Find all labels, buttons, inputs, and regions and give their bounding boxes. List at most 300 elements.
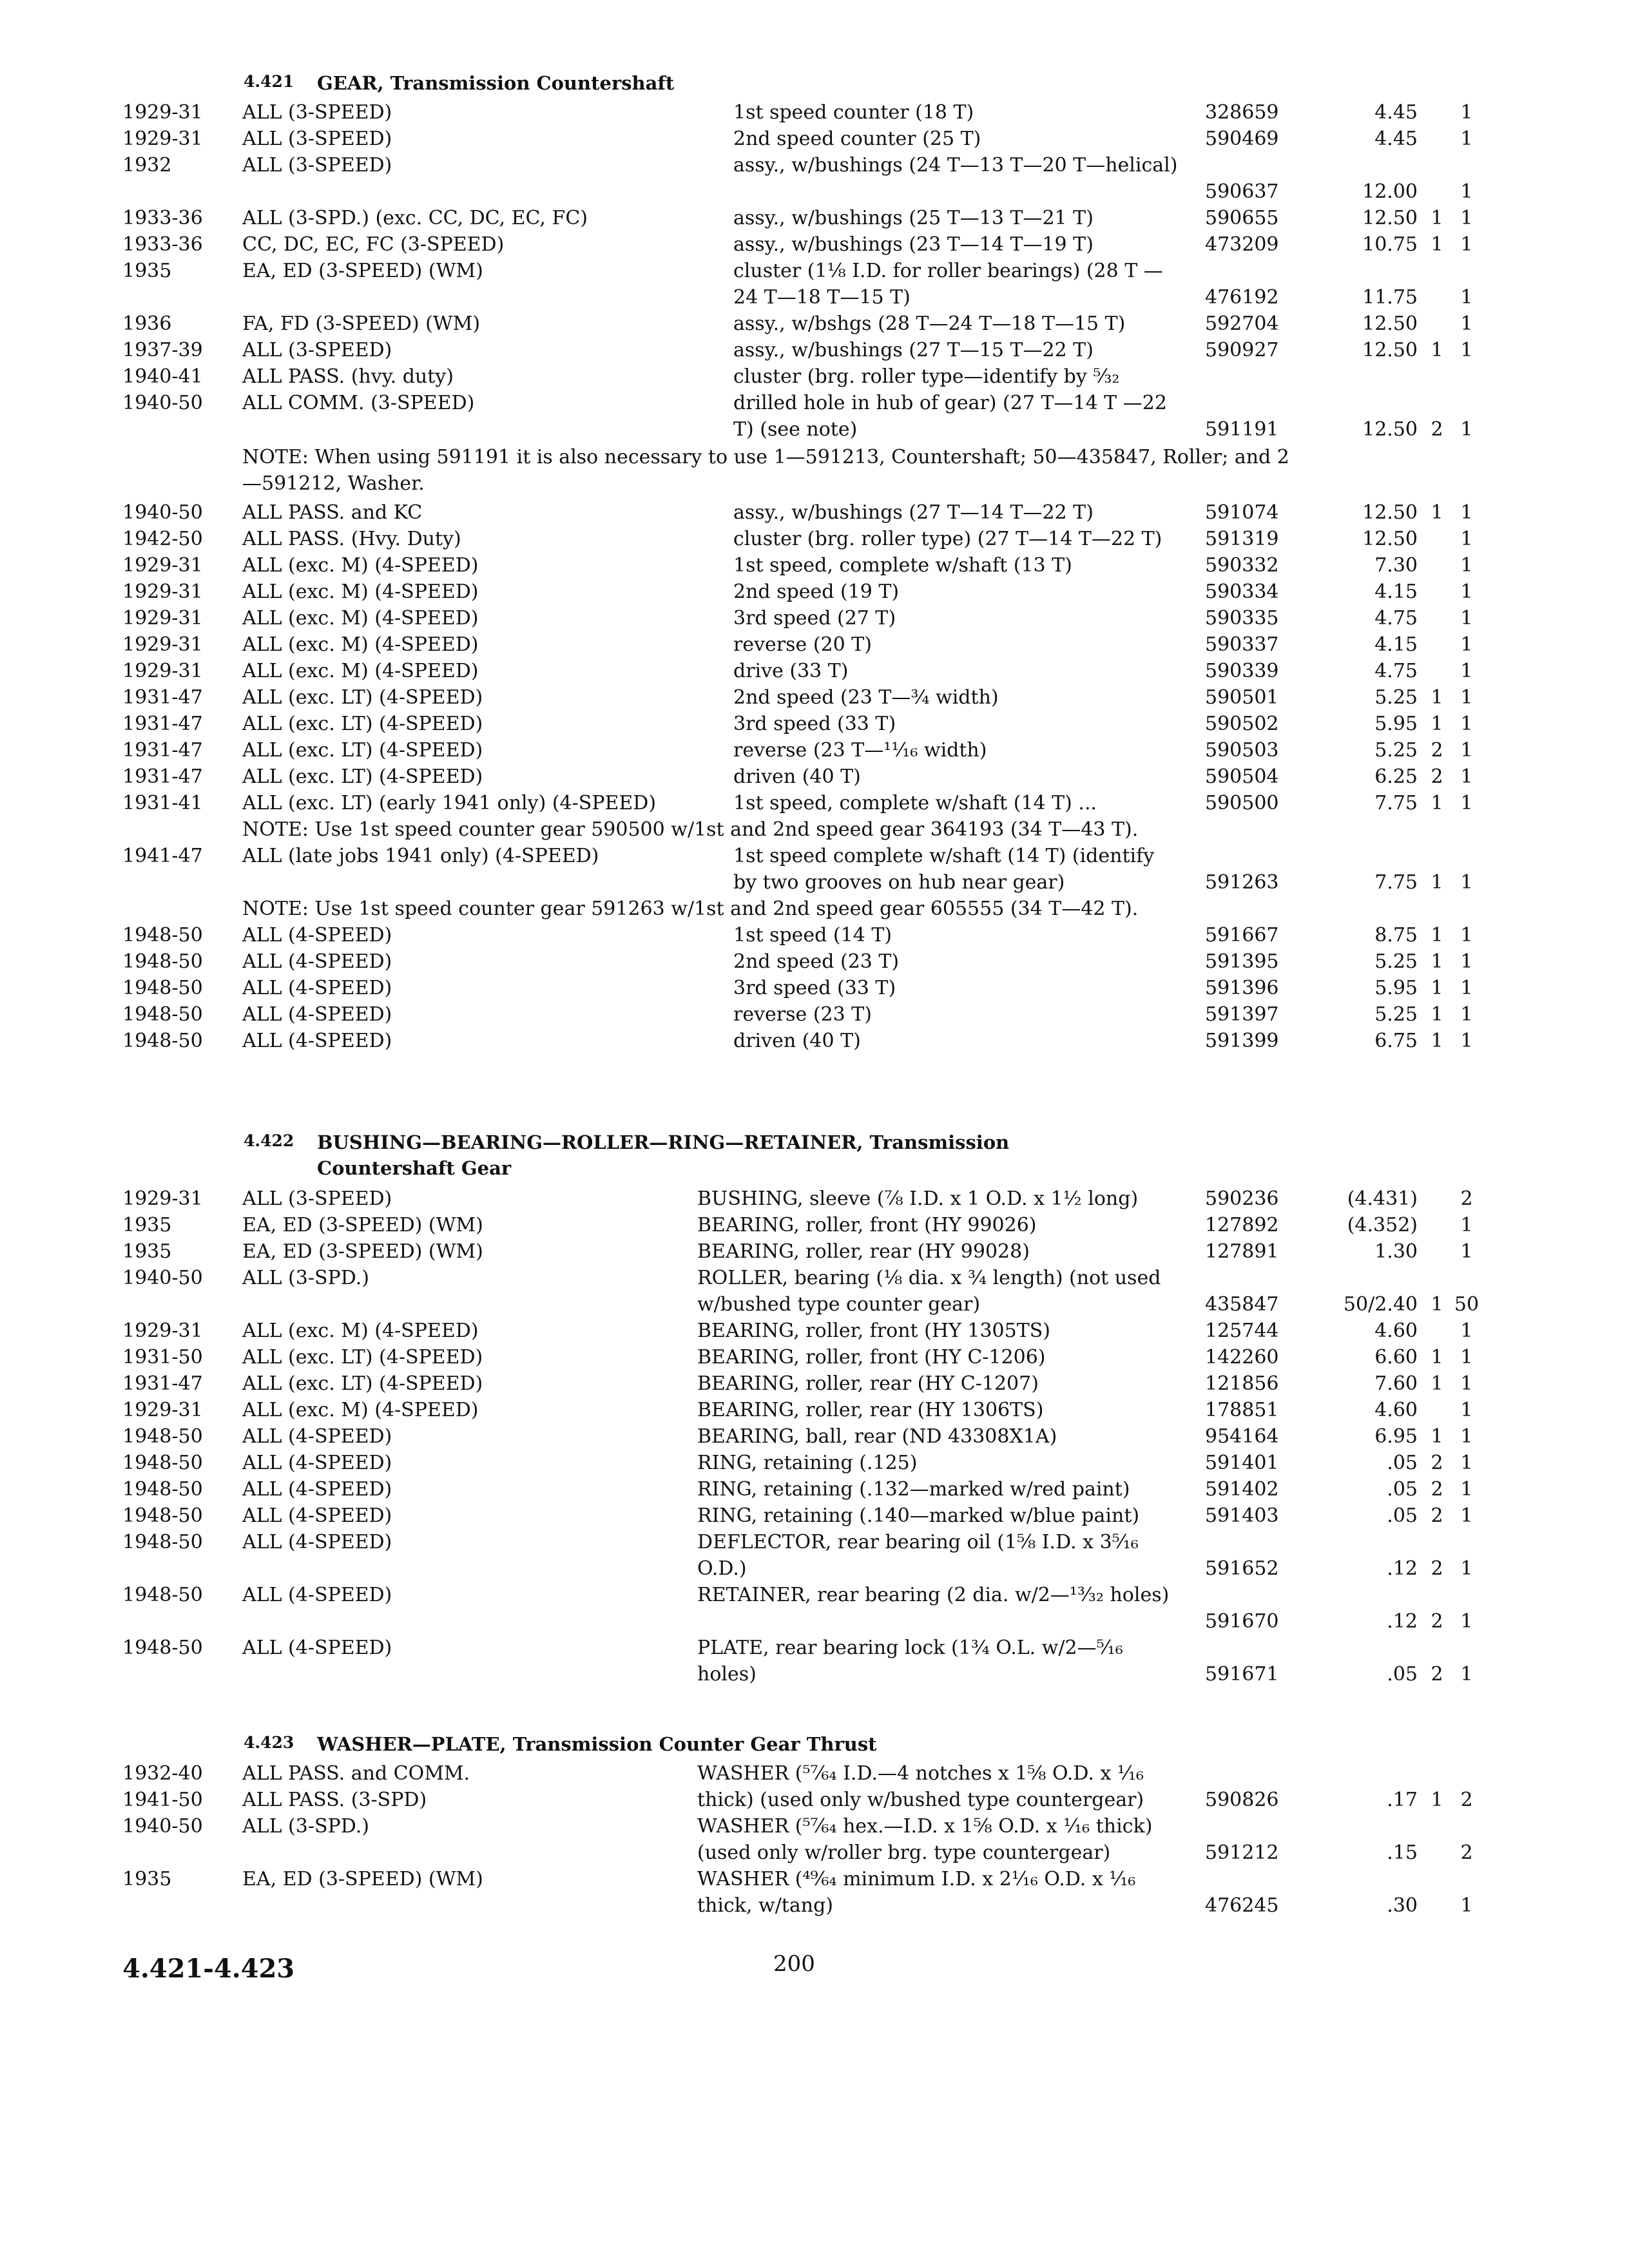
year-cell: 1948-50 <box>122 1003 203 1026</box>
part-number-cell: 591212 <box>1205 1841 1279 1864</box>
price-cell: 5.25 <box>1374 686 1418 709</box>
model-cell: ALL COMM. (3-SPEED) <box>242 392 475 414</box>
year-cell: 1948-50 <box>122 924 203 947</box>
model-cell: ALL (exc. M) (4-SPEED) <box>242 607 479 629</box>
model-cell: EA, ED (3-SPEED) (WM) <box>242 1214 483 1236</box>
model-cell: ALL (exc. LT) (4-SPEED) <box>242 739 483 762</box>
part-number-cell: 178851 <box>1205 1399 1279 1421</box>
price-cell: 7.30 <box>1374 554 1418 577</box>
year-cell: 1948-50 <box>122 1425 203 1448</box>
price-cell: 5.25 <box>1374 950 1418 973</box>
description-cell: 2nd speed (23 T—¾ width) <box>733 686 999 709</box>
table-row <box>122 579 1473 605</box>
part-number-cell: 590500 <box>1205 792 1279 814</box>
price-cell: 4.45 <box>1374 128 1418 150</box>
model-cell: ALL (4-SPEED) <box>242 977 392 999</box>
model-cell: ALL (4-SPEED) <box>242 1425 392 1448</box>
model-cell: ALL PASS. (hvy. duty) <box>242 365 454 388</box>
model-cell: CC, DC, EC, FC (3-SPEED) <box>242 233 505 256</box>
table-row <box>122 1582 1473 1635</box>
quantity-cell: 1 <box>1431 792 1443 814</box>
description-cell: driven (40 T) <box>733 765 861 788</box>
table-row <box>122 1423 1473 1450</box>
model-cell: ALL (exc. M) (4-SPEED) <box>242 1399 479 1421</box>
quantity-per-car-cell: 1 <box>1460 1346 1473 1369</box>
year-cell: 1935 <box>122 260 172 282</box>
part-number-cell: 591396 <box>1205 977 1279 999</box>
description-cell: RING, retaining (.132—marked w/red paint) <box>697 1478 1130 1501</box>
model-cell: ALL (4-SPEED) <box>242 1452 392 1474</box>
model-cell: ALL (exc. LT) (4-SPEED) <box>242 765 483 788</box>
model-cell: ALL PASS. and KC <box>242 501 423 524</box>
part-number-cell: 125744 <box>1205 1320 1279 1342</box>
table-row <box>122 1635 1473 1687</box>
quantity-per-car-cell: 1 <box>1460 233 1473 256</box>
price-cell: 4.60 <box>1374 1320 1418 1342</box>
part-number-cell: 590335 <box>1205 607 1279 629</box>
table-row <box>122 1787 1473 1813</box>
quantity-cell: 2 <box>1431 418 1443 441</box>
quantity-per-car-cell: 1 <box>1460 1478 1473 1501</box>
description-cell: 3rd speed (33 T) <box>733 977 896 999</box>
year-cell: 1929-31 <box>122 128 203 150</box>
note-text: NOTE: Use 1st speed counter gear 591263 w/1st and 2nd speed gear 605555 (34 T—42 T). <box>242 898 1139 920</box>
model-cell: ALL (exc. LT) (4-SPEED) <box>242 686 483 709</box>
quantity-per-car-cell: 1 <box>1460 101 1473 124</box>
price-cell: 4.45 <box>1374 101 1418 124</box>
year-cell: 1929-31 <box>122 607 203 629</box>
description-cell: assy., w/bushings (27 T—14 T—22 T) <box>733 501 1094 524</box>
price-cell: 6.95 <box>1374 1425 1418 1448</box>
quantity-per-car-cell: 1 <box>1460 924 1473 947</box>
description-cell: cluster (brg. roller type) (27 T—14 T—22 T) <box>733 528 1162 550</box>
model-cell: ALL (4-SPEED) <box>242 1030 392 1052</box>
price-cell: .05 <box>1387 1452 1418 1474</box>
part-number-cell: 591191 <box>1205 418 1279 441</box>
price-cell: .15 <box>1387 1841 1418 1864</box>
quantity-per-car-cell: 1 <box>1460 501 1473 524</box>
quantity-per-car-cell: 1 <box>1460 1320 1473 1342</box>
year-cell: 1931-47 <box>122 713 203 735</box>
year-cell: 1929-31 <box>122 1399 203 1421</box>
part-number-cell: 121856 <box>1205 1372 1279 1395</box>
quantity-cell: 2 <box>1431 1452 1443 1474</box>
quantity-per-car-cell: 1 <box>1460 286 1473 309</box>
table-row <box>122 631 1473 658</box>
year-cell: 1948-50 <box>122 1030 203 1052</box>
year-cell: 1935 <box>122 1240 172 1263</box>
price-cell: 4.75 <box>1374 607 1418 629</box>
table-row <box>122 99 1473 126</box>
quantity-per-car-cell: 1 <box>1460 739 1473 762</box>
table-row <box>122 1186 1473 1212</box>
description-cell: RING, retaining (.140—marked w/blue paint) <box>697 1504 1140 1527</box>
description-cell: assy., w/bshgs (28 T—24 T—18 T—15 T) <box>733 312 1126 335</box>
model-cell: ALL (4-SPEED) <box>242 1637 392 1659</box>
price-cell: .17 <box>1387 1789 1418 1811</box>
quantity-cell: 1 <box>1431 1425 1443 1448</box>
description-cell: 2nd speed (19 T) <box>733 581 900 603</box>
note-text: NOTE: When using 591191 it is also necessary to use 1—591213, Countershaft; 50—435847, Roller; and 2—591212, Washer. <box>242 446 1289 495</box>
part-number-cell: 591670 <box>1205 1610 1279 1633</box>
description-cell: 3rd speed (33 T) <box>733 713 896 735</box>
year-cell: 1933-36 <box>122 207 203 229</box>
part-number-cell: 590334 <box>1205 581 1279 603</box>
description-cell: thick) (used only w/bushed type countergear) <box>697 1789 1144 1811</box>
year-cell: 1932-40 <box>122 1762 203 1785</box>
quantity-per-car-cell: 2 <box>1460 1789 1473 1811</box>
price-cell: 12.50 <box>1362 312 1418 335</box>
model-cell: ALL (exc. LT) (4-SPEED) <box>242 1346 483 1369</box>
table-row <box>122 1866 1473 1919</box>
model-cell: ALL (4-SPEED) <box>242 924 392 947</box>
table-row <box>122 1476 1473 1503</box>
quantity-cell: 1 <box>1431 1030 1443 1052</box>
model-cell: ALL PASS. (Hvy. Duty) <box>242 528 461 550</box>
part-number-cell: 591074 <box>1205 501 1279 524</box>
part-number-cell: 127891 <box>1205 1240 1279 1263</box>
quantity-cell: 1 <box>1431 871 1443 894</box>
table-row <box>122 1503 1473 1529</box>
price-cell: 5.95 <box>1374 977 1418 999</box>
part-number-cell: 591395 <box>1205 950 1279 973</box>
note-text: NOTE: Use 1st speed counter gear 590500 w/1st and 2nd speed gear 364193 (34 T—43 T). <box>242 818 1139 841</box>
section-header <box>122 1733 1469 1760</box>
section-4-421 <box>122 72 1473 1054</box>
part-number-cell: 328659 <box>1205 101 1279 124</box>
description-cell: BEARING, roller, front (HY 1305TS) <box>697 1320 1050 1342</box>
year-cell: 1940-50 <box>122 501 203 524</box>
year-cell: 1932 <box>122 154 172 177</box>
table-row <box>122 1265 1480 1318</box>
quantity-per-car-cell: 1 <box>1460 180 1473 203</box>
quantity-cell: 1 <box>1431 713 1443 735</box>
footer-section-range: 4.421-4.423 <box>122 1954 295 1984</box>
quantity-cell: 1 <box>1431 339 1443 361</box>
table-row <box>122 126 1473 152</box>
model-cell: EA, ED (3-SPEED) (WM) <box>242 260 483 282</box>
price-cell: 10.75 <box>1362 233 1418 256</box>
model-cell: ALL (exc. M) (4-SPEED) <box>242 554 479 577</box>
year-cell: 1940-41 <box>122 365 203 388</box>
table-row <box>122 499 1473 526</box>
quantity-per-car-cell: 1 <box>1460 607 1473 629</box>
quantity-cell: 1 <box>1431 1372 1443 1395</box>
year-cell: 1935 <box>122 1868 172 1890</box>
price-cell: .30 <box>1387 1894 1418 1917</box>
price-cell: 12.50 <box>1362 339 1418 361</box>
description-cell: cluster (brg. roller type—identify by ⁵⁄₃₂ <box>733 365 1120 388</box>
year-cell: 1948-50 <box>122 950 203 973</box>
part-number-cell: 591667 <box>1205 924 1279 947</box>
part-number-cell: 590502 <box>1205 713 1279 735</box>
quantity-cell: 1 <box>1431 233 1443 256</box>
section-4-422 <box>122 1131 1480 1687</box>
model-cell: ALL (4-SPEED) <box>242 1584 392 1606</box>
table-row <box>122 1028 1473 1054</box>
quantity-per-car-cell: 1 <box>1460 128 1473 150</box>
description-cell: reverse (20 T) <box>733 633 872 656</box>
quantity-cell: 2 <box>1431 1504 1443 1527</box>
price-cell: 1.30 <box>1374 1240 1418 1263</box>
price-cell: 5.95 <box>1374 713 1418 735</box>
quantity-cell: 1 <box>1431 977 1443 999</box>
table-row <box>122 1760 1469 1787</box>
quantity-per-car-cell: 1 <box>1460 660 1473 682</box>
price-cell: 8.75 <box>1374 924 1418 947</box>
description-cell: BEARING, ball, rear (ND 43308X1A) <box>697 1425 1057 1448</box>
section-title: GEAR, Transmission Countershaft <box>317 72 675 94</box>
quantity-per-car-cell: 1 <box>1460 765 1473 788</box>
model-cell: ALL (exc. M) (4-SPEED) <box>242 660 479 682</box>
quantity-per-car-cell: 1 <box>1460 1894 1473 1917</box>
description-cell: BEARING, roller, front (HY C-1206) <box>697 1346 1046 1369</box>
description-cell: ROLLER, bearing (⅛ dia. x ¾ length) (not used w/bushed type counter gear) <box>697 1267 1161 1316</box>
part-number-cell: 590332 <box>1205 554 1279 577</box>
table-row <box>122 1813 1473 1866</box>
description-cell: RING, retaining (.125) <box>697 1452 918 1474</box>
section-number: 4.421 <box>244 72 294 91</box>
part-number-cell: 476245 <box>1205 1894 1279 1917</box>
price-cell: 12.00 <box>1362 180 1418 203</box>
part-number-cell: 590503 <box>1205 739 1279 762</box>
year-cell: 1948-50 <box>122 1584 203 1606</box>
description-cell: BEARING, roller, rear (HY 99028) <box>697 1240 1030 1263</box>
section-number: 4.422 <box>244 1131 294 1150</box>
description-cell: BUSHING, sleeve (⅞ I.D. x 1 O.D. x 1½ long) <box>697 1187 1139 1210</box>
table-row <box>122 526 1473 552</box>
price-cell: 7.75 <box>1374 871 1418 894</box>
year-cell: 1929-31 <box>122 581 203 603</box>
part-number-cell: 435847 <box>1205 1293 1279 1316</box>
price-cell: 4.60 <box>1374 1399 1418 1421</box>
model-cell: ALL (exc. M) (4-SPEED) <box>242 581 479 603</box>
part-number-cell: 591652 <box>1205 1557 1279 1580</box>
part-number-cell: 476192 <box>1205 286 1279 309</box>
page-number: 200 <box>773 1951 815 1977</box>
price-cell: 7.60 <box>1374 1372 1418 1395</box>
quantity-per-car-cell: 1 <box>1460 554 1473 577</box>
quantity-per-car-cell: 1 <box>1460 207 1473 229</box>
model-cell: EA, ED (3-SPEED) (WM) <box>242 1240 483 1263</box>
table-row <box>122 790 1473 816</box>
part-number-cell: 591403 <box>1205 1504 1279 1527</box>
price-cell: 12.50 <box>1362 501 1418 524</box>
model-cell: ALL (3-SPEED) <box>242 101 392 124</box>
section-4-423 <box>122 1733 1473 1919</box>
table-row <box>122 843 1473 896</box>
quantity-cell: 2 <box>1431 739 1443 762</box>
section-title: BUSHING—BEARING—ROLLER—RING—RETAINER, Transmission <box>317 1131 1010 1153</box>
model-cell: ALL (4-SPEED) <box>242 1478 392 1501</box>
quantity-per-car-cell: 1 <box>1460 633 1473 656</box>
description-cell: RETAINER, rear bearing (2 dia. w/2—¹³⁄₃₂ holes) <box>697 1584 1170 1606</box>
quantity-per-car-cell: 1 <box>1460 1240 1473 1263</box>
description-cell: 3rd speed (27 T) <box>733 607 896 629</box>
year-cell: 1948-50 <box>122 977 203 999</box>
quantity-cell: 2 <box>1431 1478 1443 1501</box>
table-row <box>122 152 1473 205</box>
year-cell: 1941-50 <box>122 1789 203 1811</box>
year-cell: 1948-50 <box>122 1478 203 1501</box>
model-cell: FA, FD (3-SPEED) (WM) <box>242 312 481 335</box>
quantity-per-car-cell: 1 <box>1460 1399 1473 1421</box>
part-number-cell: 590637 <box>1205 180 1279 203</box>
quantity-per-car-cell: 1 <box>1460 950 1473 973</box>
year-cell: 1931-41 <box>122 792 203 814</box>
table-row <box>122 764 1473 790</box>
description-cell: 1st speed complete w/shaft (14 T) (identify by two grooves on hub near gear) <box>733 845 1155 894</box>
quantity-cell: 2 <box>1431 1610 1443 1633</box>
section-number: 4.423 <box>244 1733 294 1752</box>
price-cell: 11.75 <box>1362 286 1418 309</box>
part-number-cell: 954164 <box>1205 1425 1279 1448</box>
table-row <box>122 205 1473 231</box>
year-cell: 1948-50 <box>122 1452 203 1474</box>
table-row <box>122 948 1473 975</box>
model-cell: ALL (4-SPEED) <box>242 1504 392 1527</box>
part-number-cell: 590501 <box>1205 686 1279 709</box>
price-cell: 12.50 <box>1362 528 1418 550</box>
table-row <box>122 231 1473 258</box>
year-cell: 1929-31 <box>122 1320 203 1342</box>
quantity-per-car-cell: 1 <box>1460 1372 1473 1395</box>
year-cell: 1940-50 <box>122 392 203 414</box>
table-row <box>122 1397 1473 1423</box>
quantity-per-car-cell: 1 <box>1460 1030 1473 1052</box>
quantity-per-car-cell: 1 <box>1460 312 1473 335</box>
quantity-cell: 2 <box>1431 1557 1443 1580</box>
year-cell: 1941-47 <box>122 845 203 867</box>
price-cell: .05 <box>1387 1663 1418 1686</box>
year-cell: 1948-50 <box>122 1531 203 1553</box>
table-row <box>122 605 1473 631</box>
year-cell: 1940-50 <box>122 1267 203 1289</box>
price-cell: 6.75 <box>1374 1030 1418 1052</box>
description-cell: PLATE, rear bearing lock (1¾ O.L. w/2—⁵⁄₁₆ holes) <box>697 1637 1123 1686</box>
description-cell: assy., w/bushings (24 T—13 T—20 T—helical) <box>733 154 1178 177</box>
model-cell: ALL (late jobs 1941 only) (4-SPEED) <box>242 845 599 867</box>
price-cell: 12.50 <box>1362 207 1418 229</box>
table-row <box>122 1212 1473 1238</box>
table-row <box>122 1344 1473 1370</box>
quantity-per-car-cell: 1 <box>1460 1504 1473 1527</box>
table-row <box>122 975 1473 1001</box>
table-row <box>122 390 1473 443</box>
price-cell: 12.50 <box>1362 418 1418 441</box>
part-number-cell: 591399 <box>1205 1030 1279 1052</box>
description-cell: WASHER (⁵⁷⁄₆₄ hex.—I.D. x 1⅝ O.D. x ¹⁄₁₆ thick) (used only w/roller brg. type countergear) <box>697 1815 1153 1864</box>
description-cell: BEARING, roller, rear (HY 1306TS) <box>697 1399 1044 1421</box>
model-cell: ALL (exc. LT) (4-SPEED) <box>242 713 483 735</box>
quantity-per-car-cell: 1 <box>1460 792 1473 814</box>
model-cell: ALL (exc. LT) (early 1941 only) (4-SPEED) <box>242 792 657 814</box>
year-cell: 1929-31 <box>122 633 203 656</box>
description-cell: 2nd speed counter (25 T) <box>733 128 981 150</box>
description-cell: 1st speed, complete w/shaft (13 T) <box>733 554 1072 577</box>
quantity-per-car-cell: 2 <box>1460 1187 1473 1210</box>
quantity-per-car-cell: 1 <box>1460 713 1473 735</box>
price-cell: 50/2.40 <box>1343 1293 1418 1316</box>
table-row <box>122 1529 1473 1582</box>
table-row <box>122 922 1473 948</box>
quantity-per-car-cell: 1 <box>1460 418 1473 441</box>
table-row <box>122 1238 1473 1265</box>
model-cell: ALL (3-SPEED) <box>242 339 392 361</box>
year-cell: 1929-31 <box>122 1187 203 1210</box>
part-number-cell: 590469 <box>1205 128 1279 150</box>
year-cell: 1929-31 <box>122 101 203 124</box>
table-row <box>122 658 1473 684</box>
year-cell: 1929-31 <box>122 554 203 577</box>
part-number-cell: 591263 <box>1205 871 1279 894</box>
description-cell: BEARING, roller, front (HY 99026) <box>697 1214 1037 1236</box>
quantity-cell: 2 <box>1431 1663 1443 1686</box>
year-cell: 1931-47 <box>122 739 203 762</box>
quantity-per-car-cell: 1 <box>1460 339 1473 361</box>
quantity-cell: 1 <box>1431 207 1443 229</box>
model-cell: ALL (4-SPEED) <box>242 1003 392 1026</box>
year-cell: 1931-47 <box>122 1372 203 1395</box>
model-cell: ALL (3-SPEED) <box>242 154 392 177</box>
model-cell: ALL (exc. LT) (4-SPEED) <box>242 1372 483 1395</box>
price-cell: .05 <box>1387 1504 1418 1527</box>
description-cell: driven (40 T) <box>733 1030 861 1052</box>
price-cell: .12 <box>1387 1610 1418 1633</box>
model-cell: EA, ED (3-SPEED) (WM) <box>242 1868 483 1890</box>
price-cell: 4.15 <box>1374 581 1418 603</box>
description-cell: 1st speed counter (18 T) <box>733 101 974 124</box>
table-row <box>122 1370 1473 1397</box>
part-number-cell: 590339 <box>1205 660 1279 682</box>
description-cell: DEFLECTOR, rear bearing oil (1⅝ I.D. x 3⁵⁄₁₆ O.D.) <box>697 1531 1139 1580</box>
year-cell: 1937-39 <box>122 339 203 361</box>
quantity-per-car-cell: 1 <box>1460 1214 1473 1236</box>
table-row <box>122 737 1473 764</box>
description-cell: cluster (1⅛ I.D. for roller bearings) (28 T —24 T—18 T—15 T) <box>733 260 1163 309</box>
quantity-per-car-cell: 1 <box>1460 977 1473 999</box>
description-cell: reverse (23 T) <box>733 1003 872 1026</box>
part-number-cell: 592704 <box>1205 312 1279 335</box>
model-cell: ALL (3-SPEED) <box>242 128 392 150</box>
description-cell: BEARING, roller, rear (HY C-1207) <box>697 1372 1039 1395</box>
quantity-per-car-cell: 1 <box>1460 1557 1473 1580</box>
description-cell: 1st speed, complete w/shaft (14 T) ... <box>733 792 1097 814</box>
quantity-per-car-cell: 1 <box>1460 1452 1473 1474</box>
year-cell: 1948-50 <box>122 1504 203 1527</box>
quantity-cell: 1 <box>1431 1003 1443 1026</box>
year-cell: 1929-31 <box>122 660 203 682</box>
price-cell: .12 <box>1387 1557 1418 1580</box>
price-cell: 7.75 <box>1374 792 1418 814</box>
part-number-cell: 590504 <box>1205 765 1279 788</box>
price-cell: 5.25 <box>1374 1003 1418 1026</box>
table-row <box>122 552 1473 579</box>
model-cell: ALL (3-SPD.) <box>242 1815 369 1838</box>
price-cell: 5.25 <box>1374 739 1418 762</box>
model-cell: ALL (exc. M) (4-SPEED) <box>242 633 479 656</box>
model-cell: ALL (4-SPEED) <box>242 1531 392 1553</box>
price-cell: (4.352) <box>1347 1214 1418 1236</box>
table-row <box>122 684 1473 711</box>
price-cell: 4.15 <box>1374 633 1418 656</box>
quantity-cell: 1 <box>1431 1346 1443 1369</box>
price-cell: 4.75 <box>1374 660 1418 682</box>
model-cell: ALL PASS. (3-SPD) <box>242 1789 427 1811</box>
part-number-cell: 591319 <box>1205 528 1279 550</box>
quantity-cell: 1 <box>1431 1293 1443 1316</box>
table-row <box>122 258 1473 311</box>
